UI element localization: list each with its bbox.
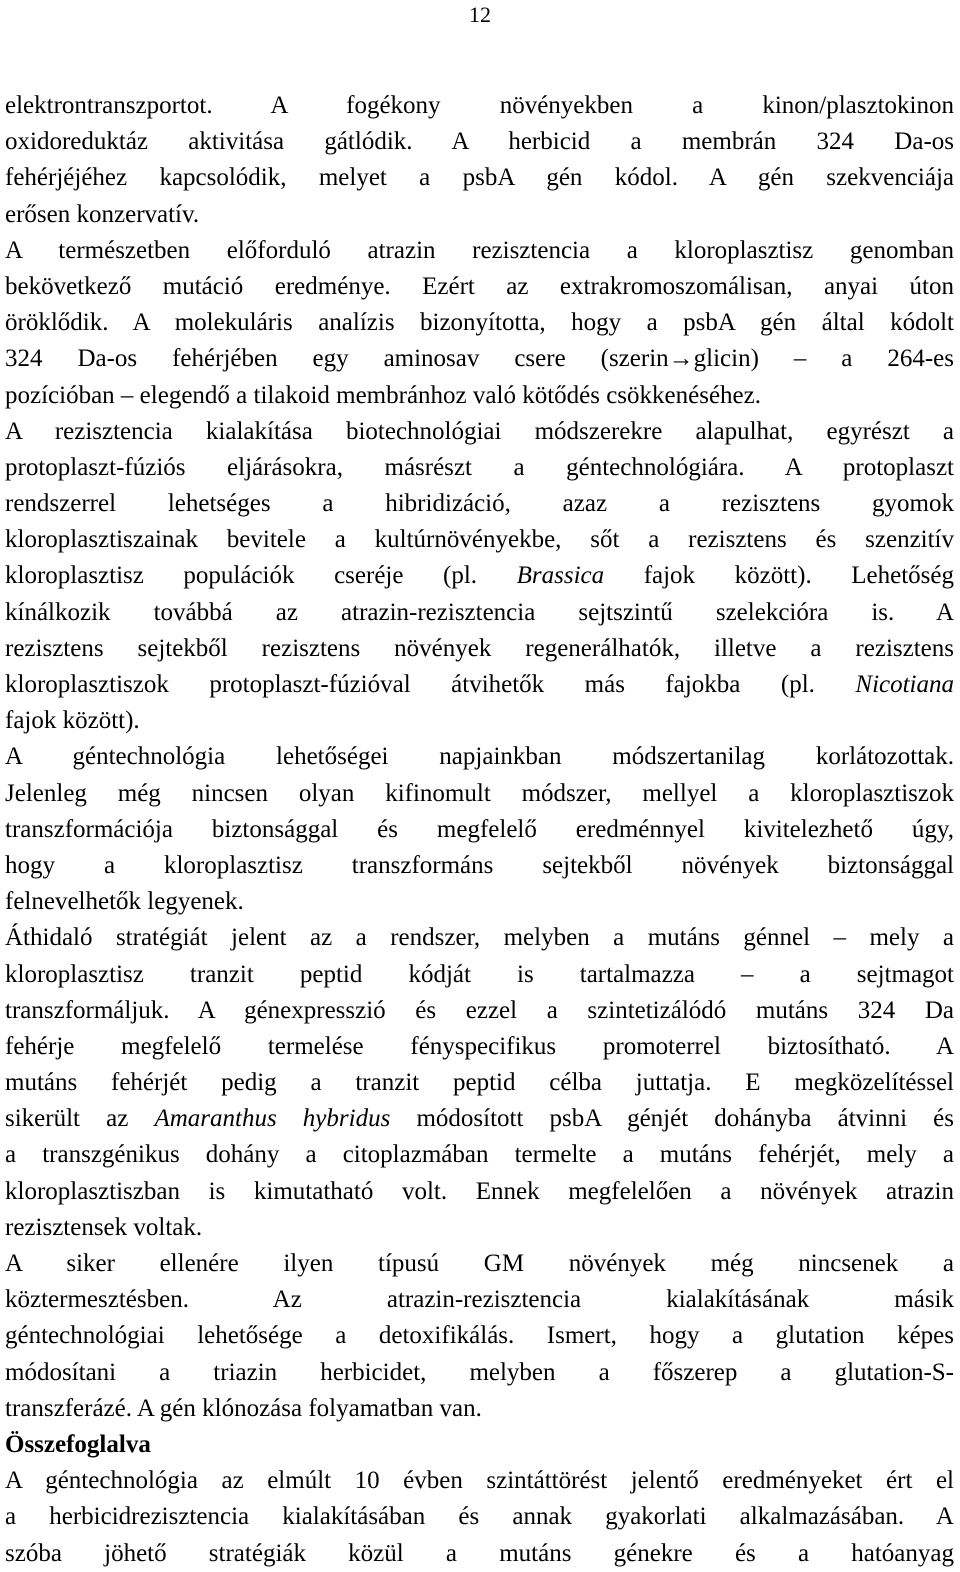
text-line: szóba jöhető stratégiák közül a mutáns génekre és a hatóanyag: [5, 1539, 954, 1567]
text-line: öröklődik. A molekuláris analízis bizonyította, hogy a psbA gén által kódolt: [5, 309, 954, 337]
text-line: a transzgénikus dohány a citoplazmában termelte a mutáns fehérjét, mely a: [5, 1141, 954, 1169]
text-line: felnevelhetők legyenek.: [5, 888, 244, 916]
text-line: protoplaszt-fúziós eljárásokra, másrészt a géntechnológiára. A protoplaszt: [5, 453, 954, 481]
text-line: kloroplasztiszok protoplaszt-fúzióval átvihetők más fajokba (pl. Nicotiana: [5, 671, 954, 698]
text-line: kloroplasztiszban is kimutatható volt. Ennek megfelelően a növények atrazin: [5, 1177, 954, 1205]
text-line: géntechnológiai lehetősége a detoxifikálás. Ismert, hogy a glutation képes: [5, 1322, 954, 1350]
text-line: módosítani a triazin herbicidet, melyben a főszerep a glutation-S-: [5, 1358, 954, 1386]
text-line: fehérjéjéhez kapcsolódik, melyet a psbA gén kódol. A gén szekvenciája: [5, 164, 954, 192]
text-line: a herbicidrezisztencia kialakításában és annak gyakorlati alkalmazásában. A: [5, 1503, 954, 1531]
text-line: rezisztens sejtekből rezisztens növények regenerálhatók, illetve a rezisztens: [5, 634, 954, 662]
text-line: A siker ellenére ilyen típusú GM növények még nincsenek a: [5, 1250, 954, 1277]
text-line: erősen konzervatív.: [5, 200, 200, 228]
text-line: fajok között).: [5, 707, 140, 735]
text-line: transzformáljuk. A génexpresszió és ezzel a szintetizálódó mutáns 324 Da: [5, 996, 954, 1024]
italic-term: Brassica: [516, 562, 605, 590]
text-line: rezisztensek voltak.: [5, 1213, 203, 1241]
section-heading: Összefoglalva: [5, 1430, 151, 1458]
text-line: Jelenleg még nincsen olyan kifinomult módszer, mellyel a kloroplasztiszok: [5, 779, 954, 807]
text-line: kloroplasztisz populációk cseréje (pl. Brassica fajok között). Lehetőség: [5, 562, 954, 590]
text-line: A géntechnológia lehetőségei napjainkban módszertanilag korlátozottak.: [5, 743, 954, 771]
text-line: A géntechnológia az elmúlt 10 évben szintáttörést jelentő eredményeket ért el: [5, 1467, 954, 1495]
text-line: pozícióban – elegendő a tilakoid membránhoz való kötődés csökkenéséhez.: [5, 381, 761, 409]
text-line: 324 Da-os fehérjében egy aminosav csere (szerin→glicin) – a 264-es: [5, 345, 954, 373]
italic-term: Amaranthus hybridus: [154, 1105, 391, 1133]
text-line: fehérje megfelelő termelése fényspecifikus promoterrel biztosítható. A: [5, 1032, 954, 1060]
text-line: A rezisztencia kialakítása biotechnológiai módszerekre alapulhat, egyrészt a: [5, 417, 954, 445]
text-line: kloroplasztisz tranzit peptid kódját is tartalmazza – a sejtmagot: [5, 960, 954, 988]
italic-term: Nicotiana: [855, 671, 954, 698]
text-line: köztermesztésben. Az atrazin-rezisztencia kialakításának másik: [5, 1286, 954, 1314]
text-line: rendszerrel lehetséges a hibridizáció, azaz a rezisztens gyomok: [5, 490, 954, 518]
text-line: Áthidaló stratégiát jelent az a rendszer, melyben a mutáns génnel – mely a: [5, 924, 954, 952]
text-line: transzformációja biztonsággal és megfelelő eredménnyel kivitelezhető úgy,: [5, 815, 954, 843]
text-line: transzferázé. A gén klónozása folyamatban van.: [5, 1394, 482, 1422]
text-line: bekövetkező mutáció eredménye. Ezért az extrakromoszomálisan, anyai úton: [5, 272, 954, 300]
text-line: kloroplasztiszainak bevitele a kultúrnövényekbe, sőt a rezisztens és szenzitív: [5, 526, 954, 554]
text-line: A természetben előforduló atrazin rezisztencia a kloroplasztisz genomban: [5, 236, 954, 264]
text-line: hogy a kloroplasztisz transzformáns sejtekből növények biztonsággal: [5, 851, 954, 879]
page-number: 12: [469, 2, 491, 27]
text-line: oxidoreduktáz aktivitása gátlódik. A herbicid a membrán 324 Da-os: [5, 128, 954, 156]
text-line: kínálkozik továbbá az atrazin-rezisztencia sejtszintű szelekcióra is. A: [5, 598, 954, 626]
body-text: [5, 88, 954, 1572]
text-line: mutáns fehérjét pedig a tranzit peptid célba juttatja. E megközelítéssel: [5, 1069, 954, 1097]
text-line: sikerült az Amaranthus hybridus módosított psbA génjét dohányba átvinni és: [5, 1105, 954, 1133]
text-line: elektrontranszportot. A fogékony növényekben a kinon/plasztokinon: [5, 92, 954, 119]
